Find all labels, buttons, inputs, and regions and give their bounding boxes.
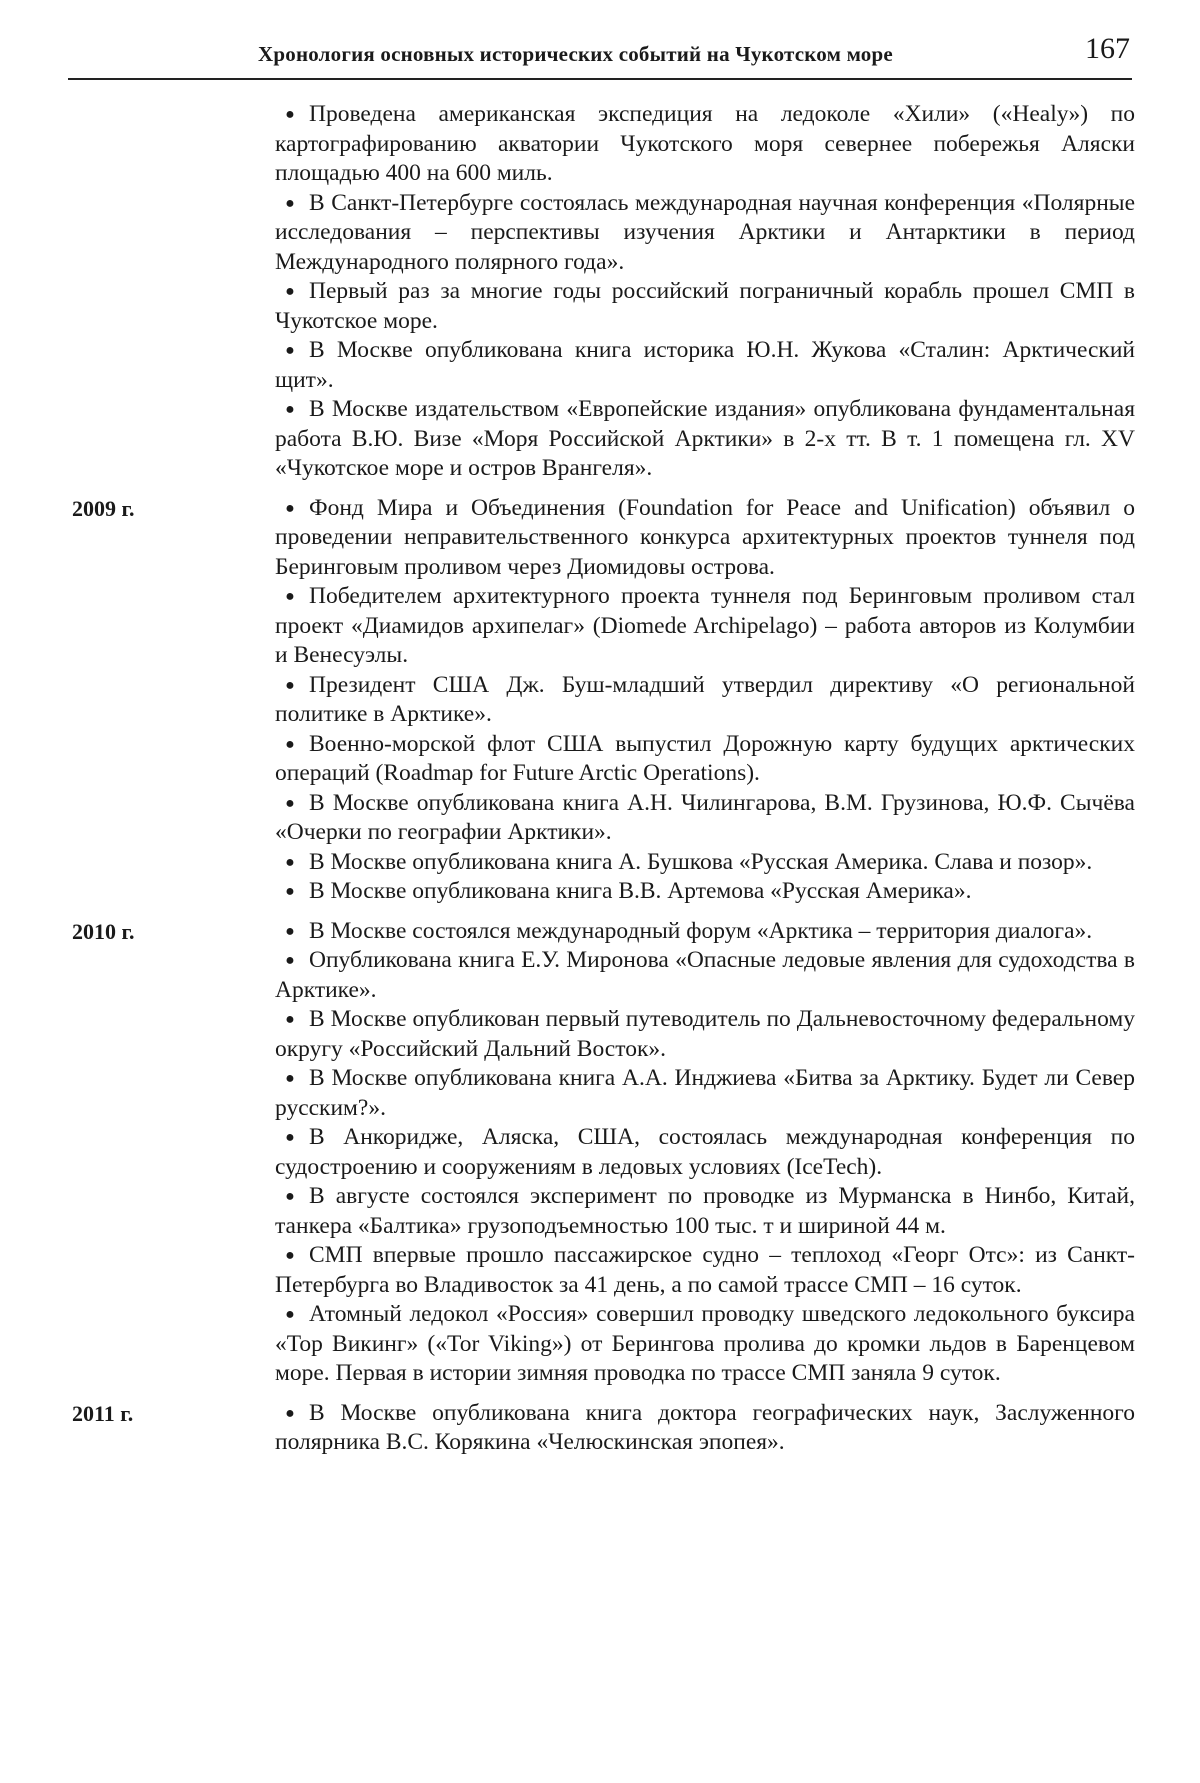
event-paragraph — [275, 1005, 1135, 1064]
bullet-icon: ● — [285, 1011, 295, 1028]
chronology-entry-2011 — [0, 1399, 1200, 1458]
event-text: В Москве опубликована книга А.А. Инджиева «Битва за Арктику. Будет ли Север русским?». — [275, 1065, 1135, 1121]
bullet-icon: ● — [285, 922, 295, 940]
chronology-body — [0, 100, 1200, 1458]
chronology-entry-2009 — [0, 494, 1200, 907]
event-paragraph — [275, 189, 1135, 278]
event-text: Опубликована книга Е.У. Миронова «Опасные ледовые явления для судоходства в Арктике». — [275, 947, 1135, 1003]
event-text: В августе состоялся эксперимент по проводке из Мурманска в Нинбо, Китай, танкера «Балтика» грузоподъемностью 100 тыс. т и шириной 44 м. — [275, 1183, 1135, 1239]
bullet-icon: ● — [285, 1306, 295, 1323]
event-text: СМП впервые прошло пассажирское судно – теплоход «Георг Отс»: из Санкт-Петербурга во Владивосток за 41 день, а по самой трассе СМП – 16 суток. — [275, 1242, 1135, 1298]
event-text: Атомный ледокол «Россия» совершил проводку шведского ледокольного буксира «Тор Викинг» («Tor Viking») от Берингова пролива до кромки льдов в Баренцевом море. Первая в истории зимняя проводка по трассе СМП заняла 9 суток. — [275, 1301, 1135, 1386]
event-text: Президент США Дж. Буш-младший утвердил директиву «О региональной политике в Арктике». — [275, 671, 1135, 727]
event-paragraph — [275, 336, 1135, 395]
event-text: Победителем архитектурного проекта туннеля под Беринговым проливом стал проект «Диамидов архипелаг» (Diomede Archipelago) – работа авторов из Колумбии и Венесуэлы. — [275, 583, 1135, 668]
event-text: Проведена американская экспедиция на ледоколе «Хили» («Healy») по картографированию акватории Чукотского моря севернее побережья Аляски площадью 400 на 600 миль. — [275, 101, 1135, 186]
event-paragraph — [275, 946, 1135, 1005]
bullet-icon: ● — [285, 1404, 295, 1422]
event-text: В Анкоридже, Аляска, США, состоялась международная конференция по судостроению и сооружениям в ледовых условиях (IceTech). — [275, 1124, 1135, 1180]
event-text: Военно-морской флот США выпустил Дорожную карту будущих арктических операций (Roadmap for Future Arctic Operations). — [275, 730, 1135, 786]
bullet-icon: ● — [285, 588, 295, 605]
running-header — [68, 28, 1132, 80]
year-label: 2011 г. — [72, 1400, 134, 1426]
event-text: В Москве опубликована книга историка Ю.Н. Жукова «Сталин: Арктический щит». — [275, 337, 1135, 393]
event-paragraph — [275, 1241, 1135, 1300]
event-paragraph — [275, 789, 1135, 848]
event-text: Фонд Мира и Объединения (Foundation for Peace and Unification) объявил о проведении неправительственного конкурса архитектурных проектов туннеля под Беринговым проливом через Диомидовы острова. — [275, 494, 1135, 580]
event-paragraph — [275, 671, 1135, 730]
bullet-icon: ● — [285, 194, 295, 212]
bullet-icon: ● — [285, 499, 295, 517]
event-text: В Москве издательством «Европейские издания» опубликована фундаментальная работа В.Ю. Визе «Моря Российской Арктики» в 2-х тт. В т. 1 помещена гл. XV «Чукотское море и остров Врангеля». — [275, 396, 1135, 481]
event-paragraph — [275, 494, 1135, 583]
event-paragraph — [275, 1123, 1135, 1182]
event-paragraph — [275, 277, 1135, 336]
event-paragraph — [275, 877, 1135, 907]
bullet-icon: ● — [285, 952, 295, 969]
bullet-icon: ● — [285, 1188, 295, 1205]
bullet-icon: ● — [285, 676, 295, 694]
bullet-icon: ● — [285, 1070, 295, 1087]
chronology-entry — [0, 100, 1200, 484]
event-paragraph — [275, 1399, 1135, 1458]
bullet-icon: ● — [285, 401, 295, 418]
page-number: 167 — [1085, 32, 1130, 65]
bullet-icon: ● — [285, 1129, 295, 1146]
event-text: В Москве опубликована книга А. Бушкова «Русская Америка. Слава и позор». — [309, 848, 1093, 875]
event-paragraph — [275, 582, 1135, 671]
event-paragraph — [275, 1182, 1135, 1241]
bullet-icon: ● — [285, 794, 295, 812]
event-text: В Москве опубликована книга В.В. Артемова «Русская Америка». — [309, 878, 972, 904]
bullet-icon: ● — [285, 883, 295, 900]
year-label: 2009 г. — [72, 495, 135, 521]
bullet-icon: ● — [285, 1247, 295, 1264]
chronology-entry-2010 — [0, 917, 1200, 1389]
event-text: Первый раз за многие годы российский пограничный корабль прошел СМП в Чукотское море. — [275, 278, 1135, 334]
bullet-icon: ● — [285, 342, 295, 359]
event-text: В Москве опубликован первый путеводитель по Дальневосточному федеральному округу «Российский Дальний Восток». — [275, 1006, 1135, 1062]
bullet-icon: ● — [285, 283, 295, 300]
event-text: В Москве опубликована книга доктора географических наук, Заслуженного полярника В.С. Корякина «Челюскинская эпопея». — [275, 1399, 1135, 1455]
event-paragraph — [275, 1300, 1135, 1389]
event-paragraph — [275, 730, 1135, 789]
event-paragraph — [275, 395, 1135, 484]
header-title: Хронология основных исторических событий на Чукотском море — [258, 42, 893, 66]
bullet-icon: ● — [285, 853, 295, 871]
event-text: В Москве опубликована книга А.Н. Чилингарова, В.М. Грузинова, Ю.Ф. Сычёва «Очерки по географии Арктики». — [275, 789, 1135, 845]
event-text: В Москве состоялся международный форум «Арктика – территория диалога». — [309, 917, 1093, 944]
bullet-icon: ● — [285, 106, 295, 123]
event-paragraph — [275, 848, 1135, 878]
year-label: 2010 г. — [72, 918, 135, 944]
event-paragraph — [275, 917, 1135, 947]
event-text: В Санкт-Петербурге состоялась международная научная конференция «Полярные исследования – перспективы изучения Арктики и Антарктики в период Международного полярного года». — [275, 189, 1135, 275]
bullet-icon: ● — [285, 735, 295, 753]
event-paragraph — [275, 1064, 1135, 1123]
event-paragraph — [275, 100, 1135, 189]
